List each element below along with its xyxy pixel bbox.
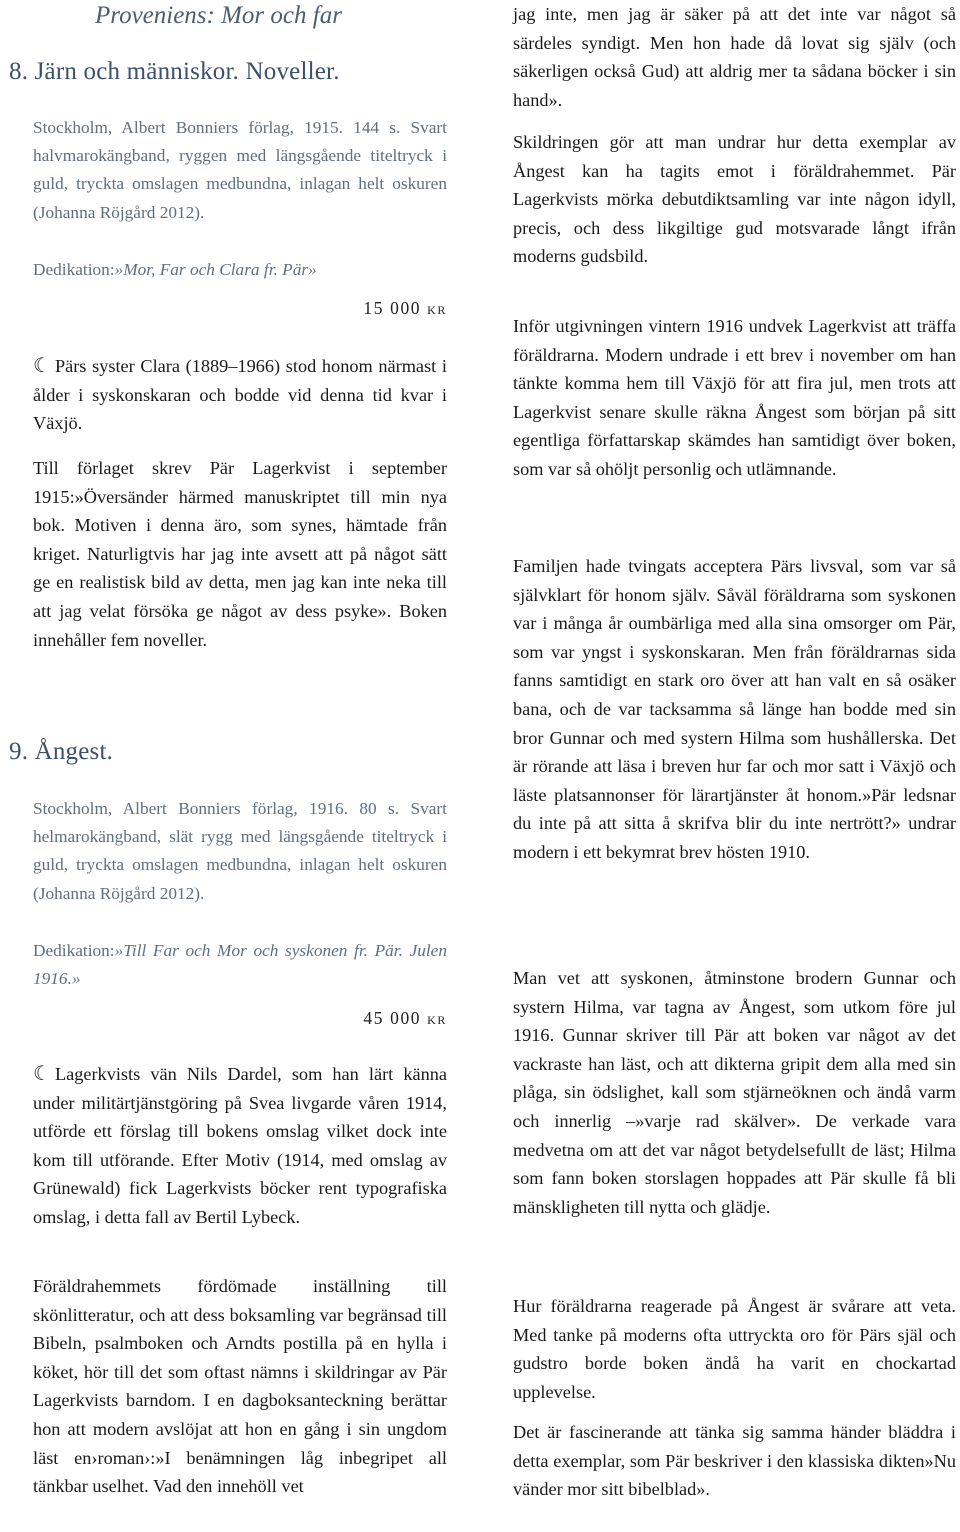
entry-9-dedication [33,937,447,993]
entry-8-note-2: Till förlaget skrev Pär Lagerkvist i september 1915:»Översänder härmed manuskriptet till min nya bok. Motiven i denna äro, som synes, hämtade från kriget. Naturligtvis har jag inte avsett att på något sätt ge en realistisk bild av detta, men jag kan inte neka till att jag velat försöka ge något av dess psyke». Boken innehåller fem noveller. [33,458,447,650]
entry-8-title: 8. Järn och människor. Noveller. [9,58,340,85]
paragraph-2: Skildringen gör att man undrar hur detta exemplar av Ångest kan ha tagits emot i föräldrahemmet. Pär Lagerkvists mörka debutdiktsamling var inte någon idyll, precis, och dess likgiltige gud motsvarade långt ifrån moderns gudsbild. [513,132,956,267]
dedication-label: Dedikation: [33,941,115,960]
entry-9-price: 45 000 kr [363,1008,447,1028]
dedication-text: »Mor, Far och Clara fr. Pär» [114,260,317,279]
paragraph-4: Familjen hade tvingats acceptera Pärs livsval, som var så självklart för honom själv. Såväl föräldrarna som syskonen var i många år oumbärliga med alla sina omsorger om Pär, som var yngst i syskonskaran. Men från föräldrarnas sida fanns samtidigt en stark oro över att han valt en så osäker bana, och de var tacksamma så länge han bodde med sin bror Gunnar och med systern Hilma som hushållerska. Det är rörande att läsa i breven hur far och mor satt i Växjö och läste platsannonser för lärartjänster åt honom.»Pär ledsnar du inte på att sitta å skrifva blir du inte nertrött?» undrar modern i ett bekymrat brev hösten 1910. [513,556,956,862]
note-marker-icon: ☾ [33,355,51,377]
entry-9-note-2: Föräldrahemmets fördömade inställning till skönlitteratur, och att dess boksamling var begränsad till Bibeln, psalmboken och Arndts postilla på en hylla i köket, hör till det som oftast nämns i skildringar av Pär Lagerkvists barndom. I en dagboksanteckning berättar hon att modern avslöjat att hon en gång i sin ungdom läst en›roman›:»I benämningen låg inbegripet all tänkbar uselhet. Vad den innehöll vet [33,1276,447,1497]
page-header: Proveniens: Mor och far [95,2,342,29]
paragraph-5: Man vet att syskonen, åtminstone brodern Gunnar och systern Hilma, var tagna av Ångest, som utkom före jul 1916. Gunnar skriver till Pär att boken var något av det vackraste han läst, och att dikterna gripit dem alla med sin plåga, sin ödslighet, kall som stjärneöknen och ändå varm och innerlig –»varje rad skälver». De verkade vara medvetna om att det var något betydelsefullt de läst; Hilma som fann boken storslagen hoppades att Pär skulle få bli mänskligheten till nytta och glädje. [513,968,956,1217]
entry-8-dedication [33,256,447,284]
entry-8-bibliographic-details: Stockholm, Albert Bonniers förlag, 1915. 144 s. Svart halvmarokängband, ryggen med längsgående titeltryck i guld, tryckta omslagen medbundna, inlagan helt oskuren (Johanna Röjgård 2012). [33,118,447,222]
paragraph-7: Det är fascinerande att tänka sig samma händer bläddra i detta exemplar, som Pär beskriver i den klassiska dikten»Nu vänder mor sitt bibelblad». [513,1422,956,1500]
paragraph-1: jag inte, men jag är säker på att det inte var något så särdeles syndigt. Men hon hade då lovat sig själv (och säkerligen också Gud) att aldrig mer ta sådana böcker i sin hand». [513,4,956,110]
dedication-label: Dedikation: [33,260,115,279]
note-marker-icon: ☾ [33,1063,51,1085]
entry-9-title: 9. Ångest. [9,738,114,765]
note-text: Lagerkvists vän Nils Dardel, som han lärt känna under militärtjänstgöring på Svea livgarde våren 1914, utförde ett förslag till bokens omslag vilket dock inte kom till utförande. Efter Motiv (1914, med omslag av Grünewald) fick Lagerkvists böcker rent typografiska omslag, i detta fall av Bertil Lybeck. [33,1064,447,1227]
paragraph-3: Inför utgivningen vintern 1916 undvek Lagerkvist att träffa föräldrarna. Modern undrade i ett brev i november om han tänkte komma hem till Växjö för att fira jul, men trots att Lagerkvist senare skulle räkna Ångest som början på sitt egentliga författarskap skämdes han samtidigt över boken, som var så ohöljt personlig och utlämnande. [513,316,956,479]
dedication-text: »Till Far och Mor och syskonen fr. Pär. Julen 1916.» [33,941,447,989]
entry-9-note-1 [33,1060,447,1232]
note-text: Pärs syster Clara (1889–1966) stod honom närmast i ålder i syskonskaran och bodde vid denna tid kvar i Växjö. [33,356,447,434]
entry-8-note-1 [33,352,447,438]
paragraph-6: Hur föräldrarna reagerade på Ångest är svårare att veta. Med tanke på moderns ofta uttryckta oro för Pärs själ och gudstro borde boken ändå ha varit en chockartad upplevelse. [513,1296,956,1402]
entry-9-bibliographic-details: Stockholm, Albert Bonniers förlag, 1916. 80 s. Svart helmarokängband, slät rygg med längsgående titeltryck i guld, tryckta omslagen medbundna, inlagan helt oskuren (Johanna Röjgård 2012). [33,799,447,903]
entry-8-price: 15 000 kr [363,298,447,318]
